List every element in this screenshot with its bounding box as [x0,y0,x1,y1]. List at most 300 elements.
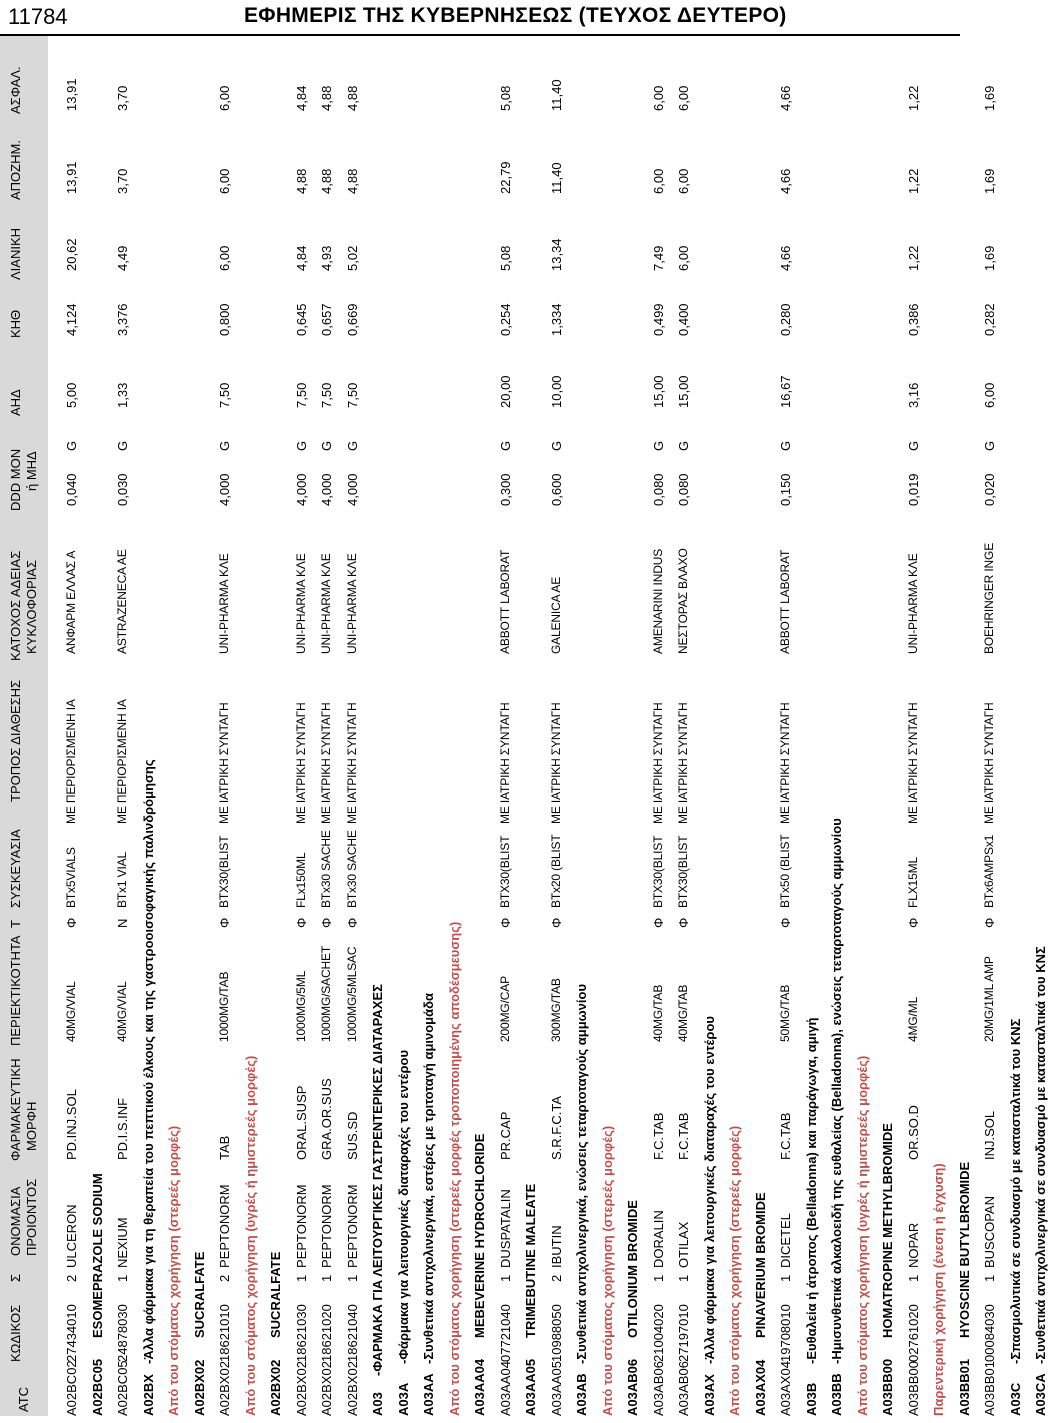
group-atc: A02BX [140,1374,156,1416]
cell-t: Φ [344,917,360,928]
cell-unit: G [497,440,513,451]
cell-unit: G [64,440,79,451]
cell-unit: G [344,440,360,451]
cell-khth: 0,499 [650,303,666,336]
cell-ahd: 7,50 [293,382,309,408]
group-title: MEBEVERINE HYDROCHLORIDE [472,1133,487,1338]
group-row [519,36,545,1416]
group-row [188,36,214,1416]
group-atc: A02BX02 [268,1359,283,1416]
cell-dispensing: ΜΕ ΙΑΤΡΙΚΗ ΣΥΝΤΑΓΗ [319,702,333,824]
cell-code: 10988050 [548,1304,564,1362]
cell-atc: A03AX04 [778,1361,793,1416]
cell-dispensing: ΜΕ ΙΑΤΡΙΚΗ ΣΥΝΤΑΓΗ [293,702,308,824]
cell-code: 19708010 [778,1304,793,1362]
cell-ddd: 0,080 [676,473,691,506]
cell-apozim: 4,66 [778,168,793,194]
cell-retail: 6,00 [217,245,232,271]
cell-ddd: 0,080 [650,473,666,506]
cell-form: OR.SO.D [905,1105,921,1160]
cell-asfal: 4,88 [319,85,334,111]
cell-strength: 1000MG/TAB [217,971,231,1042]
group-title: OTILONIUM BROMIDE [625,1200,640,1338]
cell-name: OTILAX [676,1221,691,1268]
cell-asfal: 5,08 [497,85,513,111]
group-atc: A03C [1007,1382,1023,1416]
group-row [876,36,902,1416]
cell-strength: 40MG/TAB [650,984,665,1042]
col-name-1: ΟΝΟΜΑΣΙΑ [8,1186,23,1256]
cell-t: Φ [905,917,921,928]
cell-unit: G [650,440,666,451]
cell-code: 24878030 [115,1304,130,1362]
group-row [698,36,724,1416]
group-row [468,36,494,1416]
cell-strength: 40MG/VIAL [64,981,78,1042]
group-title: -Άλλα φάρμακα για τη θεραπεία του πεπτικού έλκους και της γαστροοισοφαγικής παλινδρόμησης [140,759,156,1364]
cell-unit: G [319,440,334,451]
cell-unit: G [905,440,921,451]
rotated-table-area [0,36,1048,1423]
cell-atc: A02BX02 [293,1361,309,1416]
col-khth: ΚΗΘ [8,309,23,338]
cell-form: F.C.TAB [650,1112,666,1160]
cell-form: GRA.OR.SUS [319,1078,334,1160]
route-note: Από του στόματος χορήγηση (στερεές μορφές) [599,1125,615,1416]
group-row [1004,36,1030,1416]
cell-name: PEPTONORM [217,1184,232,1268]
cell-strength: 40MG/TAB [676,984,690,1042]
cell-code: 27434010 [64,1304,79,1362]
cell-holder: UNI-PHARMA ΚΛΕ [319,553,333,654]
group-row [570,36,596,1416]
cell-asfal: 4,88 [344,85,360,111]
group-atc: A02BC05 [89,1358,105,1416]
cell-asfal: 1,69 [982,85,997,111]
cell-retail: 7,49 [650,245,666,271]
cell-t: Φ [64,917,79,928]
table-row [672,36,698,1416]
cell-holder: ΝΕΣΤΟΡΑΣ ΒΛΑΧΟ [676,548,690,654]
col-ahd: ΑΗΔ [8,389,23,416]
cell-strength: 200MG/CAP [497,975,512,1042]
cell-name: BUSCOPAN [982,1196,997,1268]
cell-form: F.C.TAB [778,1112,793,1160]
cell-ahd: 6,00 [982,382,997,408]
cell-ddd: 0,020 [982,473,997,506]
cell-apozim: 3,70 [115,168,130,194]
group-row [1029,36,1055,1416]
cell-asfal: 6,00 [650,85,666,111]
group-atc: A03AA [421,1373,436,1416]
route-note-row [927,36,953,1416]
cell-ddd: 0,300 [497,473,513,506]
col-name-2: ΠΡΟΙΟΝΤΟΣ [24,1178,39,1256]
cell-ddd: 4,000 [319,473,334,506]
column-header [0,36,48,1416]
cell-retail: 1,69 [982,245,997,271]
cell-ahd: 5,00 [64,382,79,408]
cell-pack: FLx150ML [293,852,308,908]
col-holder-1: ΚΑΤΟΧΟΣ ΑΔΕΙΑΣ [8,550,23,661]
group-title: PINAVERIUM BROMIDE [752,1192,768,1338]
cell-khth: 3,376 [115,303,130,336]
table-row [545,36,571,1416]
cell-asfal: 4,84 [293,85,309,111]
cell-asfal: 6,00 [676,85,691,111]
col-s: Σ [8,1273,23,1282]
cell-s: 1 [778,1274,793,1282]
cell-name: ULCERON [64,1204,79,1268]
group-title: -Φάρμακα για λειτουργικές διαταραχές του εντέρου [395,1049,411,1364]
cell-ddd: 0,030 [115,473,130,506]
cell-form: ORAL.SUSP [293,1085,309,1160]
cell-asfal: 1,22 [905,85,921,111]
cell-retail: 13,34 [548,238,564,271]
cell-pack: BTX30(BLIST [497,835,512,908]
cell-strength: 1000MG/5ML [293,970,308,1042]
col-ddd-2: ή ΜΗΔ [24,451,39,491]
cell-strength: 1000MG/SACHET [319,945,333,1042]
cell-s: 1 [650,1274,666,1282]
group-atc: A03 [370,1392,385,1416]
cell-pack: BTx30 SACHE [319,830,333,908]
cell-ddd: 4,000 [344,473,360,506]
cell-s: 2 [548,1274,564,1282]
cell-name: NEXIUM [115,1217,130,1268]
cell-t: Φ [982,917,997,928]
cell-s: 1 [905,1274,921,1282]
cell-code: 18621030 [293,1304,309,1362]
group-atc: A03CA [1033,1373,1048,1416]
cell-apozim: 4,88 [319,168,334,194]
group-row [392,36,418,1416]
route-note-row [443,36,469,1416]
cell-ahd: 7,50 [217,382,232,408]
route-note: Από του στόματος χορήγηση (υγρές ή ημιστερεές μορφές) [854,1055,870,1416]
cell-code: 02761020 [905,1304,921,1362]
cell-retail: 5,08 [497,245,513,271]
cell-form: INJ.SOL [982,1110,997,1160]
group-atc: A03AA04 [472,1358,487,1416]
cell-atc: A03BB00 [905,1361,921,1416]
cell-name: PEPTONORM [344,1184,360,1268]
cell-strength: 50MG/TAB [778,984,792,1042]
route-note-row [162,36,188,1416]
cell-form: F.C.TAB [676,1112,691,1160]
cell-code: 21004020 [650,1304,666,1362]
cell-apozim: 1,69 [982,168,997,194]
group-title: ESOMEPRAZOLE SODIUM [89,1173,105,1338]
cell-dispensing: ΜΕ ΙΑΤΡΙΚΗ ΣΥΝΤΑΓΗ [905,702,920,824]
group-row [137,36,163,1416]
col-apozim: ΑΠΟΖΗΜ. [8,140,23,200]
cell-holder: UNI-PHARMA ΚΛΕ [293,553,308,654]
group-atc: A03BB [829,1373,844,1416]
cell-retail: 4,49 [115,245,130,271]
cell-khth: 0,645 [293,303,309,336]
cell-s: 1 [319,1274,334,1282]
cell-dispensing: ΜΕ ΠΕΡΙΟΡΙΣΜΕΝΗ ΙΑ [115,699,129,824]
cell-strength: 4MG/ML [905,996,920,1042]
cell-apozim: 6,00 [650,168,666,194]
cell-pack: BTX30(BLIST [217,835,231,908]
table-row [111,36,137,1416]
cell-apozim: 22,79 [497,161,513,194]
cell-strength: 20MG/1ML AMP [982,956,996,1042]
cell-strength: 300MG/TAB [548,978,563,1042]
cell-atc: A03BB01 [982,1361,997,1416]
cell-atc: A02BX02 [344,1361,360,1416]
table-row [902,36,928,1416]
table-row [774,36,800,1416]
cell-holder: ABBOTT LABORAT [497,549,512,654]
col-atc: ATC [16,1386,31,1412]
cell-pack: BTx5VIALS [64,847,78,908]
cell-asfal: 4,66 [778,85,793,111]
group-atc: A03B [803,1382,819,1416]
group-atc: A03BB00 [880,1358,895,1416]
cell-holder: ASTRAZENECA AE [115,549,129,654]
group-row [86,36,112,1416]
table-row [341,36,367,1416]
cell-retail: 4,84 [293,245,309,271]
group-title: SUCRALFATE [268,1251,283,1338]
cell-khth: 0,254 [497,303,513,336]
cell-holder: GALENICA AE [548,576,563,654]
table-row [315,36,341,1416]
cell-asfal: 13,91 [64,78,79,111]
group-atc: A03BB01 [956,1358,972,1416]
cell-ddd: 4,000 [217,473,232,506]
table-row [494,36,520,1416]
route-note: Παρεντερική χορήγηση (ένεση ή έγχυση) [931,1163,946,1416]
group-row [825,36,851,1416]
cell-asfal: 3,70 [115,85,130,111]
cell-retail: 4,66 [778,245,793,271]
cell-dispensing: ΜΕ ΙΑΤΡΙΚΗ ΣΥΝΤΑΓΗ [497,702,512,824]
route-note-row [723,36,749,1416]
cell-atc: A02BC02 [64,1360,79,1416]
col-t: Τ [8,920,23,928]
cell-holder: UNI-PHARMA ΚΛΕ [905,553,920,654]
group-title: -ΦΑΡΜΑΚΑ ΓΙΑ ΛΕΙΤΟΥΡΓΙΚΕΣ ΓΑΣΤΡΕΝΤΕΡΙΚΕΣ ΔΙΑΤΑΡΑΧΕΣ [370,984,385,1376]
cell-pack: BTx20 (BLIST [548,834,563,908]
cell-atc: A03AA04 [497,1361,513,1416]
cell-khth: 0,386 [905,303,921,336]
cell-name: IBUTIN [548,1225,564,1268]
cell-atc: A02BX02 [217,1361,232,1416]
cell-s: 1 [497,1274,513,1282]
cell-dispensing: ΜΕ ΙΑΤΡΙΚΗ ΣΥΝΤΑΓΗ [217,702,231,824]
cell-atc: A03AB06 [650,1361,666,1416]
cell-unit: G [217,440,232,451]
cell-unit: G [778,440,793,451]
group-title: -Συνθετικά αντιχολινεργικά σε συνδυασμό με κατασταλτικά του ΚΝΣ [1033,946,1048,1364]
group-atc: A03AX [701,1374,717,1416]
group-atc: A03AA05 [523,1358,538,1416]
cell-pack: BTx30 SACHE [344,830,359,908]
cell-unit: G [115,440,130,451]
group-title: SUCRALFATE [191,1251,207,1338]
cell-khth: 0,657 [319,303,334,336]
route-note: Από του στόματος χορήγηση (στερεές μορφές) [166,1125,181,1416]
group-atc: A03AB06 [625,1358,640,1416]
cell-strength: 40MG/VIAL [115,981,129,1042]
cell-retail: 20,62 [64,238,79,271]
cell-t: Φ [293,917,309,928]
group-title: HYOSCINE BUTYLBROMIDE [956,1161,972,1338]
cell-khth: 0,669 [344,303,360,336]
col-holder-2: ΚΥΚΛΟΦΟΡΙΑΣ [24,559,39,654]
group-row [749,36,775,1416]
group-title: -Σπασμολυτικά σε συνδυασμό με κατασταλτικά του ΚΝΣ [1007,1018,1023,1364]
cell-name: NOPAR [905,1222,921,1268]
cell-retail: 5,02 [344,245,360,271]
cell-s: 2 [217,1274,232,1282]
cell-apozim: 6,00 [676,168,691,194]
page-header [0,0,960,36]
cell-apozim: 1,22 [905,168,921,194]
cell-strength: 1000MG/5MLSAC [344,946,359,1042]
cell-ahd: 16,67 [778,375,793,408]
group-title: -Συνθετικά αντιχολινεργικά, εστέρες με τριτοταγή αμινομάδα [421,993,436,1364]
cell-t: Φ [497,917,513,928]
col-ddd-1: DDD ΜΟΝ [8,448,23,511]
col-retail: ΛΙΑΝΙΚΗ [8,227,23,280]
cell-name: PEPTONORM [293,1184,309,1268]
cell-atc: A03AB06 [676,1361,691,1416]
cell-code: 27197010 [676,1304,691,1362]
cell-ddd: 0,019 [905,473,921,506]
cell-atc: A03AA05 [548,1361,564,1416]
cell-name: PEPTONORM [319,1184,334,1268]
cell-apozim: 4,88 [293,168,309,194]
route-note: Από του στόματος χορήγηση (στερεές μορφές) [727,1125,742,1416]
cell-retail: 4,93 [319,245,334,271]
cell-atc: A02BC05 [115,1360,130,1416]
group-title: HOMATROPINE METHYLBROMIDE [880,1123,895,1338]
cell-s: 1 [344,1274,360,1282]
cell-dispensing: ΜΕ ΙΑΤΡΙΚΗ ΣΥΝΤΑΓΗ [982,702,996,824]
cell-t: Φ [676,917,691,928]
cell-dispensing: ΜΕ ΙΑΤΡΙΚΗ ΣΥΝΤΑΓΗ [676,702,690,824]
col-asfal: ΑΣΦΑΛ. [8,66,23,114]
cell-form: PD.I.S.INF [115,1097,130,1160]
table-row [60,36,86,1416]
col-pack: ΣΥΣΚΕΥΑΣΙΑ [8,829,23,908]
cell-holder: UNI-PHARMA ΚΛΕ [217,553,231,654]
cell-retail: 1,22 [905,245,921,271]
cell-pack: FLX15ML [905,857,920,908]
cell-asfal: 6,00 [217,85,232,111]
cell-apozim: 4,88 [344,168,360,194]
cell-khth: 0,400 [676,303,691,336]
cell-t: Φ [319,917,334,928]
cell-holder: UNI-PHARMA ΚΛΕ [344,553,359,654]
cell-asfal: 11,40 [548,79,564,111]
cell-ahd: 1,33 [115,382,130,408]
route-note-row [596,36,622,1416]
group-atc: A03AB [574,1373,589,1416]
group-row [800,36,826,1416]
table-body [60,36,1055,1416]
table-row [290,36,316,1416]
cell-apozim: 13,91 [64,161,79,194]
cell-form: S.R.F.C.TA [548,1095,564,1160]
cell-khth: 1,334 [548,303,564,336]
cell-dispensing: ΜΕ ΙΑΤΡΙΚΗ ΣΥΝΤΑΓΗ [650,702,665,824]
cell-dispensing: ΜΕ ΙΑΤΡΙΚΗ ΣΥΝΤΑΓΗ [778,702,792,824]
cell-pack: BTx50 (BLIST [778,834,792,908]
cell-name: DUSPATALIN [497,1189,513,1268]
cell-holder: ΑΝΦΑΡΜ ΕΛΛΑΣ Α [64,550,78,654]
group-title: -Ημισυνθετικά αλκαλοειδή της ευθαλείας (Belladonna), ενώσεις τεταρτοταγούς αμμωνίου [829,818,844,1364]
cell-s: 1 [293,1274,309,1282]
cell-unit: G [676,440,691,451]
page-number: 11784 [8,4,68,29]
group-title: TRIMEBUTINE MALEATE [523,1183,538,1338]
cell-s: 1 [982,1274,997,1282]
cell-code: 18621020 [319,1304,334,1362]
route-note-row [851,36,877,1416]
cell-khth: 0,280 [778,303,793,336]
group-atc: A02BX02 [191,1359,207,1416]
cell-unit: G [982,440,997,451]
cell-t: Φ [778,917,793,928]
cell-holder: ABBOTT LABORAT [778,549,792,654]
group-row [264,36,290,1416]
col-code: ΚΩΔΙΚΟΣ [8,1304,23,1362]
cell-pack: BTx6AMPSx1 [982,834,996,908]
cell-khth: 0,800 [217,303,232,336]
cell-ahd: 15,00 [676,375,691,408]
cell-code: 07721040 [497,1304,513,1362]
table-row [647,36,673,1416]
cell-holder: BOEHRINGER INGE [982,542,996,654]
cell-t: Φ [650,917,666,928]
cell-unit: G [293,440,309,451]
cell-form: TAB [217,1135,232,1160]
cell-pack: BTX30(BLIST [650,835,665,908]
group-row [621,36,647,1416]
group-row [417,36,443,1416]
cell-s: 1 [676,1274,691,1282]
group-atc: A03A [395,1382,411,1416]
cell-ahd: 20,00 [497,375,513,408]
cell-s: 2 [64,1274,79,1282]
cell-ddd: 0,040 [64,473,79,506]
cell-t: Φ [548,917,564,928]
group-title: -Ευθαλεία ή άτροπος (Belladonna) και παράγωγα, αμιγή [803,1017,819,1364]
cell-name: DICETEL [778,1213,793,1268]
route-note: Από του στόματος χορήγηση (στερεές μορφές τροποποιημένης αποδέσμευσης) [446,921,462,1416]
cell-khth: 0,282 [982,303,997,336]
cell-dispensing: ΜΕ ΠΕΡΙΟΡΙΣΜΕΝΗ ΙΑ [64,699,78,824]
cell-t: Φ [217,917,232,928]
group-title: -Άλλα φάρμακα για λειτουργικές διαταραχές του εντέρου [701,1016,717,1364]
group-row [953,36,979,1416]
price-table [0,36,1048,1416]
cell-pack: BTx1 VIAL [115,851,129,908]
cell-code: 18621010 [217,1304,232,1362]
cell-ahd: 15,00 [650,375,666,408]
cell-dispensing: ΜΕ ΙΑΤΡΙΚΗ ΣΥΝΤΑΓΗ [344,702,359,824]
cell-s: 1 [115,1274,130,1282]
cell-form: PD.INJ.SOL [64,1089,79,1160]
cell-unit: G [548,440,564,451]
route-note-row [239,36,265,1416]
